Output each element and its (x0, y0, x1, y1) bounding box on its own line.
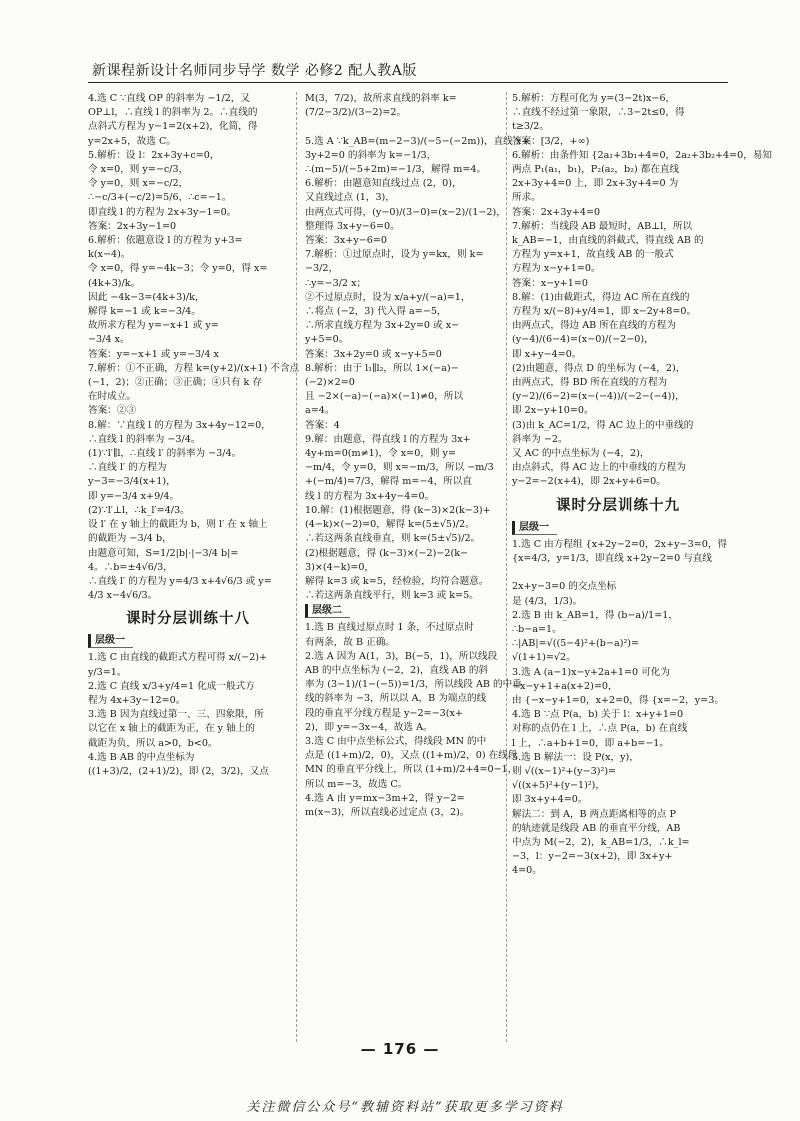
text-line: 又直线过点 (1，3)， (305, 192, 395, 204)
text-line: l 上，∴a+b+1=0，即 a+b=−1。 (512, 737, 669, 749)
text-line: ∴所求直线方程为 3x+2y=0 或 x− (305, 320, 460, 332)
text-line: 4。∴b=±4√6/3， (88, 561, 173, 573)
text-line: 即 y=−3/4 x+9/4。 (88, 490, 180, 502)
text-line: 3.选 A (a−1)x−y+2a+1=0 可化为 (512, 666, 670, 678)
text-line: 程为 4x+3y−12=0。 (88, 694, 186, 706)
text-line: 方程为 y=x+1，故直线 AB 的一般式 (512, 249, 674, 261)
text-line: 5.选 A ∵k_AB=(m−2−3)/(−5−(−2m))，直线 x+ (305, 135, 530, 147)
text-line: 以它在 x 轴上的截距为正，在 y 轴上的 (88, 723, 255, 735)
text-line: (2)∵l′⊥l，∴k_l′=4/3。 (88, 504, 190, 516)
text-line: 故所求方程为 y=−x+1 或 y= (88, 320, 219, 332)
text-line: 答案：2x+3y−1=0 (88, 220, 177, 232)
text-line: 解法二：到 A，B 两点距离相等的点 P (512, 808, 676, 820)
text-line: 答案：x−y+1=0 (512, 277, 588, 289)
text-line: 10.解：(1)根据题意，得 (k−3)×2(k−3)+ (305, 504, 491, 516)
text-line: 方程为 x/(−8)+y/4=1，即 x−2y+8=0。 (512, 306, 697, 318)
level-row (512, 520, 724, 538)
text-line: (−1，2)；②正确；③正确；④只有 k 存 (88, 377, 262, 389)
text-line: (y−4)/(6−4)=(x−0)/(−2−0)， (512, 334, 654, 346)
text-line: 5.解析：方程可化为 y=(3−2t)x−6， (512, 93, 676, 104)
text-line: ②不过原点时，设为 x/a+y/(−a)=1， (305, 291, 471, 303)
text-line: ∴直线 l′ 的方程为 y=4/3 x+4√6/3 或 y= (88, 575, 272, 587)
text-line: 6.解析：由题意知直线过点 (2，0)， (305, 178, 462, 190)
text-line: 答案：3x+y−6=0 (305, 235, 388, 247)
text-line: 4.选 C ∵直线 OP 的斜率为 −1/2，又 (88, 93, 250, 104)
column-divider (296, 92, 297, 1042)
text-line: (4k+3)/k。 (88, 277, 141, 289)
text-line: (y−2)/(6−2)=(x−(−4))/(−2−(−4))， (512, 391, 685, 403)
text-line: +(−m/4)=7/3，解得 m=−4，所以直 (305, 476, 472, 488)
text-line: m(x−3)，所以直线必过定点 (3，2)。 (305, 806, 470, 818)
section-heading: 课时分层训练十九 (556, 497, 680, 514)
text-line: 即 3x+y+4=0。 (512, 794, 588, 806)
text-line: 2.选 A 因为 A(1，3)，B(−5，1)，所以线段 (305, 650, 498, 662)
text-line: 由两点式可得，(y−0)/(3−0)=(x−2)/(1−2)， (305, 206, 506, 218)
text-line: −3，l：y−2=−3(x+2)，即 3x+y+ (512, 851, 673, 863)
text-line: y+5=0。 (305, 334, 349, 346)
text-line: √((x+5)²+(y−1)²)， (512, 780, 606, 792)
text-line: 答案：2x+3y+4=0 (512, 206, 601, 218)
page-number: — 176 — (360, 1040, 440, 1058)
text-line: 3)×(4−k)=0， (305, 561, 375, 573)
text-line: 率为 (3−1)/(1−(−5))=1/3，所以线段 AB 的中垂 (305, 679, 522, 691)
text-line: 2.选 C 直线 x/3+y/4=1 化成一般式方 (88, 680, 255, 692)
level-label: 层级一 (88, 634, 133, 648)
section-heading: 课时分层训练十八 (126, 611, 250, 628)
text-line (305, 120, 502, 134)
text-line: −3/4 x。 (88, 334, 130, 346)
text-line: 令 x=0，则 y=−c/3， (88, 164, 189, 176)
column-left (88, 92, 300, 779)
text-line: OP⊥l，∴直线 l 的斜率为 2。∴直线的 (88, 107, 258, 119)
text-line: (3)由 k_AC=1/2，得 AC 边上的中垂线的 (512, 419, 694, 431)
column-divider (506, 92, 507, 1042)
text-line: ∴直线不经过第一象限，∴3−2t≤0，得 (512, 107, 685, 119)
text-line: 2.选 B 由 k_AB=1，得 (b−a)/1=1， (512, 609, 678, 621)
text-line: 所求。 (512, 192, 541, 204)
text-line: 是 (4/3，1/3)。 (512, 595, 583, 607)
text-line: ∴若这两条直线平行，则 k=3 或 k=5。 (305, 590, 479, 602)
text-line: 4.选 A 由 y=mx−3m+2，得 y−2= (305, 792, 465, 804)
text-line: y/3=1。 (88, 666, 127, 678)
text-line: 截距为负，所以 a>0，b<0。 (88, 737, 218, 749)
text-line: 即 x+y−4=0。 (512, 348, 582, 360)
text-line: t≥3/2。 (512, 121, 549, 133)
text-line: 因此 −4k−3=(4k+3)/k， (88, 291, 205, 303)
text-line: 在时成立。 (88, 391, 136, 403)
text-line: ∴直线 l′ 的方程为 (88, 462, 167, 474)
text-line: −m/4，令 y=0，则 x=−m/3，所以 −m/3 (305, 462, 494, 474)
text-line: ∴y=−3/2 x； (305, 277, 367, 289)
level-row (88, 633, 288, 651)
header-title: 新课程新设计名师同步导学 数学 必修2 配人教A版 (92, 63, 417, 79)
text-line: 解得 k=−1 或 k=−3/4。 (88, 306, 201, 318)
text-line: 4.选 B AB 的中点坐标为 (88, 751, 195, 763)
text-line: 2x+3y+4=0 上，即 2x+3y+4=0 为 (512, 178, 679, 190)
text-line: 令 y=0，则 x=−c/2， (88, 178, 189, 190)
text-line: 由两点式，得 BD 所在直线的方程为 (512, 377, 668, 389)
text-line: 3.选 C 由中点坐标公式，得线段 MN 的中 (305, 735, 487, 747)
level-label: 层级一 (512, 521, 557, 535)
text-line: 则 √((x−1)²+(y−3)²)= (512, 765, 617, 777)
text-line: (7/2−3/2)/(3−2)=2。 (305, 107, 407, 119)
text-line: 1.选 C 由直线的截距式方程可得 x/(−2)+ (88, 652, 268, 664)
text-line: 6.解析：由条件知 {2a₁+3b₁+4=0，2a₂+3b₂+4=0，易知 (512, 149, 773, 161)
text-line: (2)根据题意，得 (k−3)×(−2)−2(k− (305, 547, 469, 559)
text-line: 设 l′ 在 y 轴上的截距为 b，则 l′ 在 x 轴上 (88, 519, 268, 531)
text-line: 方程为 x−y+1=0。 (512, 263, 601, 275)
text-line: 2)，即 y=−3x−4，故选 A。 (305, 721, 433, 733)
text-line: 5.解析：设 l：2x+3y+c=0， (88, 149, 220, 161)
text-line: 由 {−x−y+1=0，x+2=0，得 {x=−2，y=3。 (512, 694, 724, 706)
text-line: MN 的垂直平分线上，所以 (1+m)/2+4=0−1， (305, 764, 518, 776)
column-right (512, 92, 773, 879)
text-line: 两点 P₁(a₁，b₁)，P₂(a₂，b₂) 都在直线 (512, 164, 680, 176)
text-line: 7.解析：当线段 AB 最短时，AB⊥l，所以 (512, 220, 693, 232)
text-line: 整理得 3x+y−6=0。 (305, 220, 400, 232)
text-line: 5.选 B 解法一：设 P(x，y)， (512, 751, 639, 763)
text-line: AB 的中点坐标为 (−2，2)，直线 AB 的斜 (305, 664, 489, 676)
text-line: ∴|AB|=√((5−4)²+(b−a)²)= (512, 638, 640, 650)
text-line: (4−k)×(−2)=0，解得 k=(5±√5)/2。 (305, 519, 475, 531)
text-line: y−2=−2(x+4)，即 2x+y+6=0。 (512, 476, 666, 488)
text-line: {x=4/3，y=1/3，即直线 x+2y−2=0 与直线 (512, 552, 712, 564)
text-line: k_AB=−1，由直线的斜截式，得直线 AB 的 (512, 235, 704, 247)
text-line: 2x+y−3=0 的交点坐标 (512, 581, 617, 593)
text-line: 答案：②③ (88, 405, 136, 417)
text-line: 9.解：由题意，得直线 l 的方程为 3x+ (305, 433, 471, 445)
text-line: 线的斜率为 −3，所以以 A，B 为端点的线 (305, 693, 487, 705)
text-line: ∴−c/3+(−c/2)=5/6，∴c=−1。 (88, 192, 232, 204)
text-line: 的截距为 −3/4 b， (88, 533, 172, 545)
text-line: ∴b−a=1。 (512, 623, 562, 635)
text-line: √(1+1)=√2。 (512, 652, 576, 664)
text-line (512, 566, 724, 580)
text-line: 点斜式方程为 y−1=2(x+2)，化简，得 (88, 121, 258, 133)
text-line: (−2)×2=0 (305, 377, 355, 389)
text-line: 4.选 B ∵点 P(a，b) 关于 l：x+y+1=0 (512, 709, 684, 721)
text-line: 7.解析：①不正确，方程 k=(y+2)/(x+1) 不含点 (88, 362, 300, 374)
text-line: 3y+2=0 的斜率为 k=−1/3， (305, 149, 437, 161)
text-line: ∴若这两条直线垂直，则 k=(5±√5)/2。 (305, 533, 481, 545)
text-line: 中点为 M(−2，2)，k_AB=1/3，∴k_l= (512, 836, 690, 848)
text-line: 即 2x−y+10=0。 (512, 405, 594, 417)
level-label: 层级二 (305, 604, 350, 618)
text-line: 7.解析：①过原点时，设为 y=kx，则 k= (305, 249, 484, 261)
text-line: 由两点式，得边 AB 所在直线的方程为 (512, 320, 676, 332)
text-line: 线 l 的方程为 3x+4y−4=0。 (305, 490, 435, 502)
text-line: 6.解析：依题意设 l 的方程为 y+3= (88, 235, 243, 247)
text-line: ((1+3)/2，(2+1)/2)，即 (2，3/2)，又点 (88, 765, 269, 777)
text-line: 由点斜式，得 AC 边上的中垂线的方程为 (512, 462, 686, 474)
text-line: 由题意可知，S=1/2|b|·|−3/4 b|= (88, 547, 239, 559)
text-line: 3.选 B 因为直线过第一、三、四象限，所 (88, 709, 264, 721)
text-line: 对称的点仍在 l 上，∴点 P(a，b) 在直线 (512, 723, 688, 735)
text-line: 1.选 C 由方程组 {x+2y−2=0，2x+y−3=0，得 (512, 538, 728, 550)
text-line: 4/3 x−4√6/3。 (88, 590, 158, 602)
text-line: 所以 m=−3，故选 C。 (305, 778, 408, 790)
text-line: M(3，7/2)，故所求直线的斜率 k= (305, 93, 457, 104)
text-line: 8.解：(1)由截距式，得边 AC 所在直线的 (512, 291, 690, 303)
text-line: 4y+m=0(m≠1)，令 x=0，则 y= (305, 448, 457, 460)
footer-watermark-text: 关注微信公众号“教辅资料站”获取更多学习资料 (246, 1100, 564, 1115)
text-line: −3/2， (305, 263, 339, 275)
text-line: y=2x+5，故选 C。 (88, 135, 176, 147)
text-line: 又 AC 的中点坐标为 (−4，2)， (512, 448, 650, 460)
text-line: 的轨迹就是线段 AB 的垂直平分线，AB (512, 822, 681, 834)
text-line: 1.选 B 直线过原点时 1 条，不过原点时 (305, 622, 474, 634)
text-line: 4=0。 (512, 865, 542, 877)
column-middle (305, 92, 530, 820)
text-line: a=4。 (305, 405, 335, 417)
text-line: 斜率为 −2。 (512, 433, 568, 445)
page-header (88, 58, 728, 83)
text-line: k(x−4)。 (88, 249, 131, 261)
text-line: (1)∵l′∥l，∴直线 l′ 的斜率为 −3/4。 (88, 448, 242, 460)
text-line: 8.解：∵直线 l 的方程为 3x+4y−12=0， (88, 419, 271, 431)
text-line: 答案：[3/2，+∞) (512, 135, 590, 147)
text-line: 8.解析：由于 l₁∥l₂，所以 1×(−a)− (305, 362, 459, 374)
text-line: 答案：y=−x+1 或 y=−3/4 x (88, 348, 219, 360)
text-line: 点是 ((1+m)/2，0)，又点 ((1+m)/2，0) 在线段 (305, 750, 518, 762)
text-line: 有两条，故 B 正确。 (305, 636, 395, 648)
level-row (305, 603, 502, 621)
text-line: 即直线 l 的方程为 2x+3y−1=0。 (88, 206, 237, 218)
text-line: 答案：4 (305, 419, 340, 431)
text-line: (2)由题意，得点 D 的坐标为 (−4，2)， (512, 362, 686, 374)
text-line: 答案：3x+2y=0 或 x−y+5=0 (305, 348, 442, 360)
text-line: 令 x=0，得 y=−4k−3；令 y=0，得 x= (88, 263, 268, 275)
text-line: −x−y+1+a(x+2)=0， (512, 680, 618, 692)
text-line: ∴将点 (−2，3) 代入得 a=−5， (305, 306, 447, 318)
text-line: ∴直线 l 的斜率为 −3/4。 (88, 433, 201, 445)
text-line: ∴(m−5)/(−5+2m)=−1/3，解得 m=4。 (305, 164, 487, 176)
text-line: y−3=−3/4(x+1)， (88, 476, 176, 488)
text-line: 段的垂直平分线方程是 y−2=−3(x+ (305, 707, 463, 719)
text-line: 且 −2×(−a)−(−a)×(−1)≠0，所以 (305, 391, 463, 403)
text-line: 解得 k=3 或 k=5，经检验，均符合题意。 (305, 575, 489, 587)
